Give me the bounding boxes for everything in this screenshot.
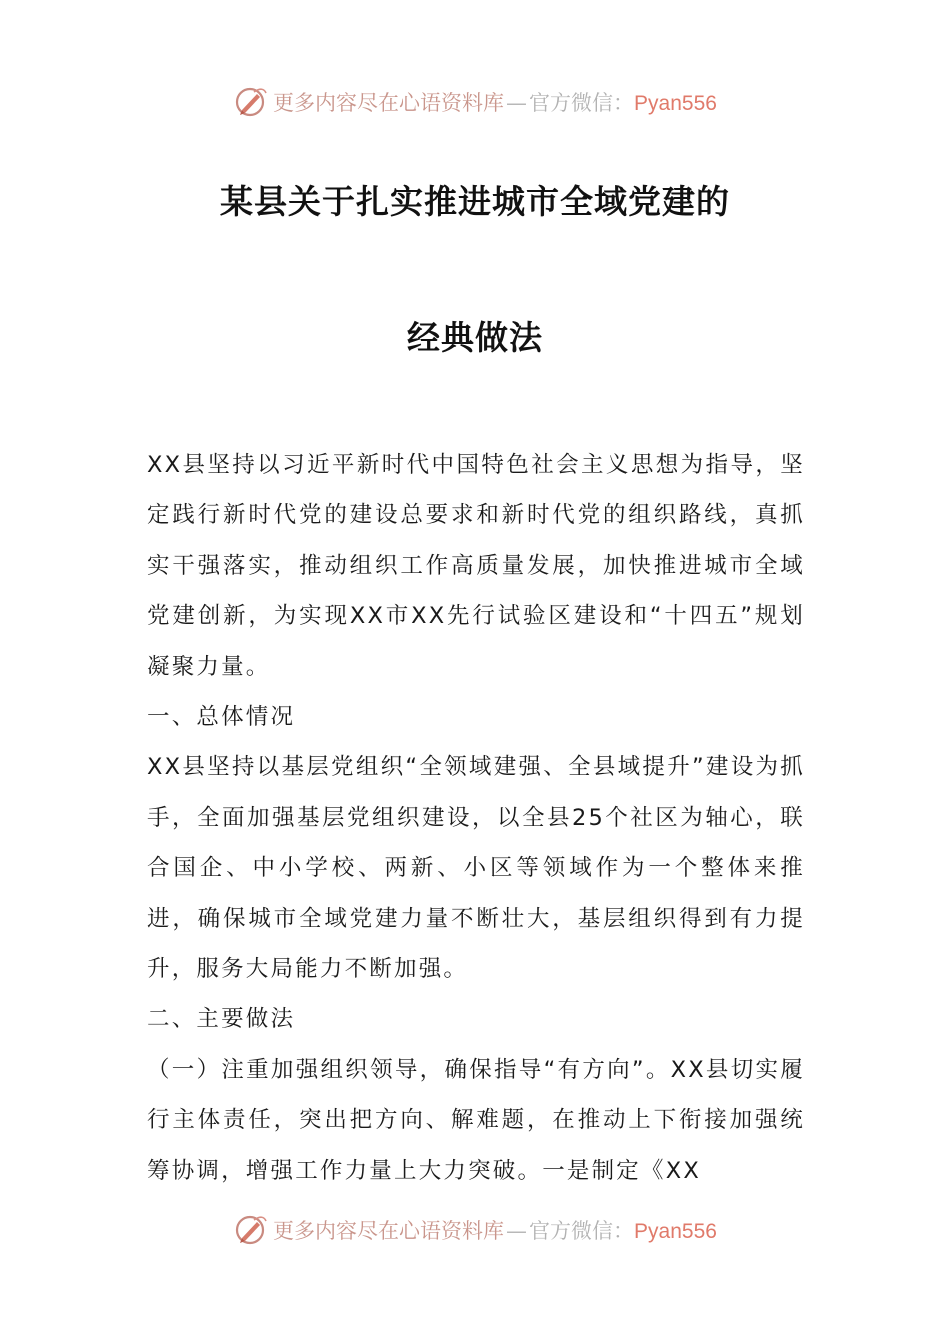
document-title-line-1: 某县关于扎实推进城市全域党建的 bbox=[220, 182, 730, 221]
watermark-wechat-label: 官方微信： bbox=[529, 91, 635, 115]
watermark-wechat-id: Pyan556 bbox=[634, 92, 717, 115]
paragraph-overview: XX县坚持以基层党组织“全领域建强、全县域提升”建设为抓手，全面加强基层党组织建设，以全县25个社区为轴心，联合国企、中小学校、两新、小区等领域作为一个整体来推进，确保城市全域党建力量不断壮大，基层组织得到有力提升，服务大局能力不断加强。 bbox=[147, 754, 805, 983]
document-body bbox=[147, 440, 805, 1196]
watermark-text bbox=[273, 87, 717, 117]
section-heading-overview: 一、总体情况 bbox=[147, 704, 296, 731]
watermark-text bbox=[273, 1215, 717, 1245]
pen-logo-icon bbox=[233, 1212, 269, 1248]
watermark-brand: 更多内容尽在心语资料库 bbox=[273, 1219, 505, 1243]
watermark-wechat-label: 官方微信： bbox=[529, 1219, 635, 1243]
paragraph-practice-1: （一）注重加强组织领导，确保指导“有方向”。XX县切实履行主体责任，突出把方向、解难题，在推动上下衔接加强统筹协调，增强工作力量上大力突破。一是制定《XX bbox=[147, 1056, 805, 1184]
watermark-header bbox=[0, 82, 950, 122]
document-title-line-2: 经典做法 bbox=[407, 318, 543, 357]
watermark-footer bbox=[0, 1210, 950, 1250]
pen-logo-icon bbox=[233, 84, 269, 120]
watermark-wechat-id: Pyan556 bbox=[634, 1220, 717, 1243]
watermark-brand: 更多内容尽在心语资料库 bbox=[273, 91, 505, 115]
paragraph-intro: XX县坚持以习近平新时代中国特色社会主义思想为指导，坚定践行新时代党的建设总要求和新时代党的组织路线，真抓实干强落实，推动组织工作高质量发展，加快推进城市全域党建创新，为实现XX市XX先行试验区建设和“十四五”规划凝聚力量。 bbox=[147, 452, 805, 680]
watermark-dash: — bbox=[506, 1219, 528, 1243]
watermark-dash: — bbox=[506, 91, 528, 115]
section-heading-practices: 二、主要做法 bbox=[147, 1006, 296, 1033]
